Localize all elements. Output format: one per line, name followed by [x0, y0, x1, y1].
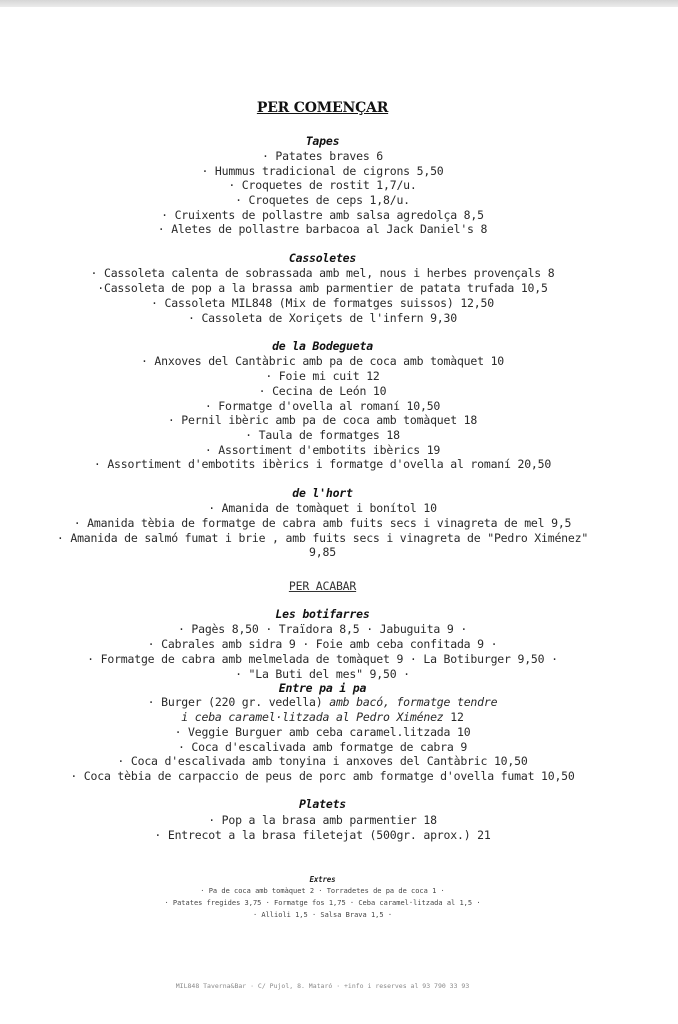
- menu-item: · Foie mi cuit 12: [265, 369, 380, 383]
- page-top-edge: [0, 0, 678, 7]
- extres-line: · Patates fregides 3,75 · Formatge fos 1,75 · Ceba caramel·litzada al 1,5 ·: [164, 899, 481, 907]
- menu-item: · Cassoleta MIL848 (Mix de formatges suissos) 12,50: [151, 296, 494, 310]
- heading-bodegueta: de la Bodegueta: [272, 339, 373, 353]
- section-title-finish: PER ACABAR: [288, 579, 357, 593]
- burger-description: amb bacó, formatge tendre: [329, 695, 498, 709]
- footer-address: MIL848 Taverna&Bar · C/ Pujol, 8. Mataró · +info i reserves al 93 790 33 93: [175, 982, 470, 990]
- heading-hort: de l'hort: [292, 486, 353, 500]
- menu-item: · Formatge d'ovella al romaní 10,50: [204, 399, 441, 413]
- menu-item: · Hummus tradicional de cigrons 5,50: [201, 164, 444, 178]
- menu-item: · Pernil ibèric amb pa de coca amb tomàquet 18: [167, 413, 478, 427]
- menu-item: · Coca d'escalivada amb tonyina i anxoves del Cantàbric 10,50: [117, 754, 528, 768]
- menu-item: ·Cassoleta de pop a la brassa amb parmentier de patata trufada 10,5: [97, 281, 548, 295]
- extres-line: · Allioli 1,5 · Salsa Brava 1,5 ·: [252, 911, 393, 919]
- menu-item: · Cabrales amb sidra 9 · Foie amb ceba confitada 9 ·: [147, 637, 498, 651]
- menu-item: · Entrecot a la brasa filetejat (500gr. aprox.) 21: [154, 828, 491, 842]
- menu-item: · Patates braves 6: [261, 149, 384, 163]
- heading-extres: Extres: [309, 875, 336, 884]
- menu-item: · Pagès 8,50 · Traïdora 8,5 · Jabuguita 9 ·: [177, 622, 468, 636]
- menu-item: · Amanida de tomàquet i bonítol 10: [208, 501, 437, 515]
- menu-item-burger: [0, 695, 645, 709]
- menu-item: · "La Buti del mes" 9,50 ·: [235, 667, 410, 681]
- menu-item: · Pop a la brasa amb parmentier 18: [208, 813, 437, 827]
- menu-item: · Coca tèbia de carpaccio de peus de porc amb formatge d'ovella fumat 10,50: [70, 769, 575, 783]
- heading-platets: Platets: [298, 797, 347, 811]
- section-title-start: PER COMENÇAR: [256, 100, 389, 116]
- heading-tapes: Tapes: [305, 134, 340, 148]
- menu-item: · Assortiment d'embotits ibèrics 19: [204, 443, 441, 457]
- menu-item: · Veggie Burguer amb ceba caramel.litzada 10: [174, 725, 471, 739]
- menu-item: · Amanida de salmó fumat i brie , amb fuits secs i vinagreta de "Pedro Ximénez": [56, 531, 589, 545]
- heading-entre-pa: Entre pa i pa: [278, 681, 367, 695]
- menu-item: · Coca d'escalivada amb formatge de cabra 9: [177, 740, 468, 754]
- menu-item: · Croquetes de ceps 1,8/u.: [235, 193, 410, 207]
- burger-name: · Burger (220 gr. vedella): [147, 695, 330, 709]
- heading-cassoletes: Cassoletes: [288, 251, 357, 265]
- menu-item-burger-cont: [0, 710, 645, 724]
- menu-item: 9,85: [309, 545, 336, 559]
- menu-item: · Anxoves del Cantàbric amb pa de coca amb tomàquet 10: [140, 354, 505, 368]
- menu-item: · Aletes de pollastre barbacoa al Jack Daniel's 8: [157, 222, 488, 236]
- heading-botifarres: Les botifarres: [275, 607, 370, 621]
- menu-item: · Cassoleta de Xoriçets de l'infern 9,30: [188, 311, 457, 325]
- burger-description-cont: i ceba caramel·litzada al Pedro Ximénez: [181, 710, 444, 724]
- menu-item: · Taula de formatges 18: [245, 428, 400, 442]
- menu-item: · Croquetes de rostit 1,7/u.: [228, 178, 417, 192]
- extres-line: · Pa de coca amb tomàquet 2 · Torradetes de pa de coca 1 ·: [200, 887, 445, 895]
- menu-item: · Formatge de cabra amb melmelada de tomàquet 9 · La Botiburger 9,50 ·: [87, 652, 558, 666]
- menu-item: · Cecina de León 10: [258, 384, 387, 398]
- menu-item: · Cassoleta calenta de sobrassada amb mel, nous i herbes provençals 8: [90, 266, 555, 280]
- menu-item: · Cruixents de pollastre amb salsa agredolça 8,5: [161, 208, 484, 222]
- menu-item: · Assortiment d'embotits ibèrics i formatge d'ovella al romaní 20,50: [93, 457, 552, 471]
- burger-price: 12: [443, 710, 464, 724]
- menu-item: · Amanida tèbia de formatge de cabra amb fuits secs i vinagreta de mel 9,5: [73, 516, 572, 530]
